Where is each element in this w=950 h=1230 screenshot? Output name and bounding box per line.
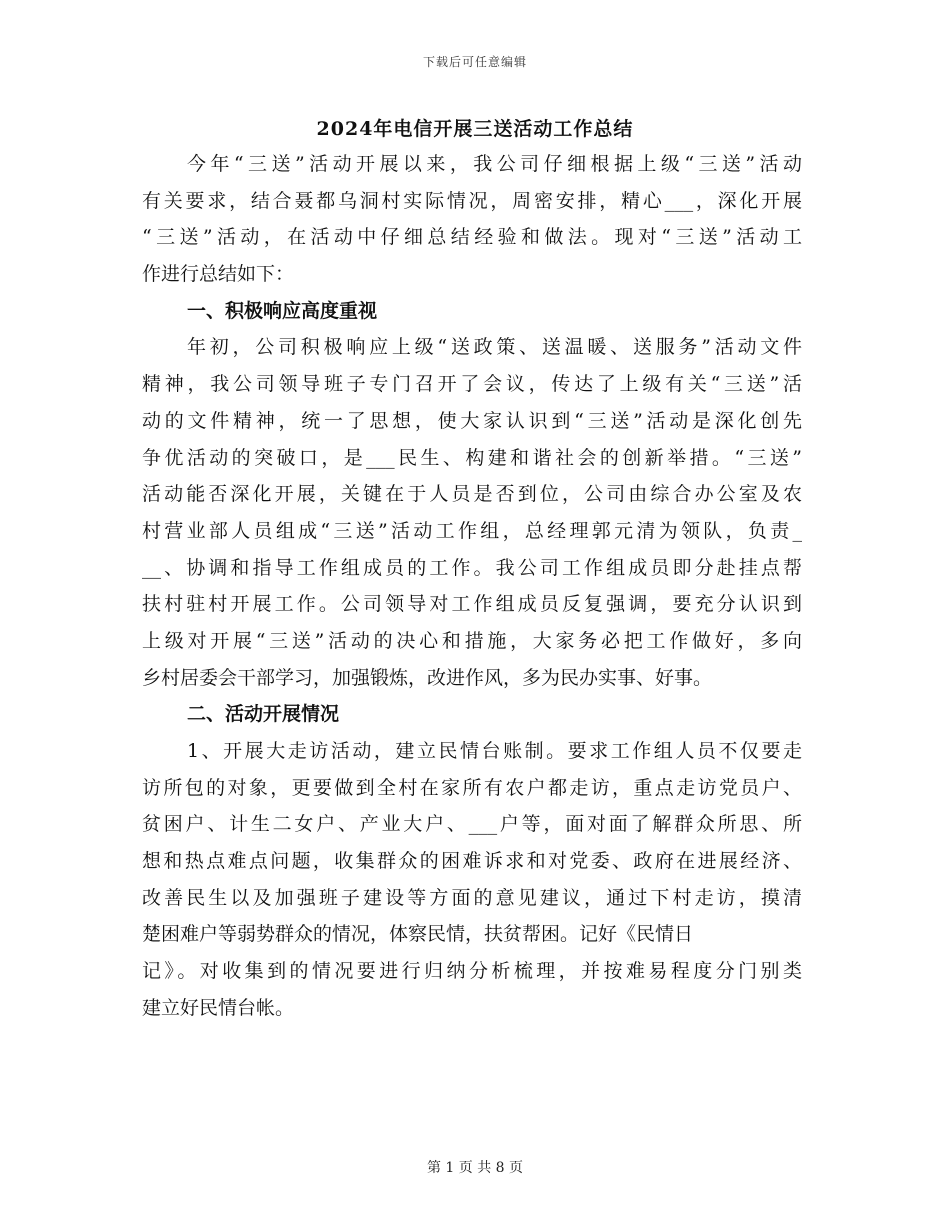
paragraph-line: 乡村居委会干部学习，加强锻炼，改进作风，多为民办实事、好事。 (142, 666, 713, 689)
paragraph-line: 1、开展大走访活动，建立民情台账制。要求工作组人员不仅要走 (187, 740, 802, 762)
paragraph-line: “三送”活动，在活动中仔细总结经验和做法。现对“三送”活动工 (142, 226, 802, 249)
paragraph-line: 今年“三送”活动开展以来，我公司仔细根据上级“三送”活动 (187, 153, 802, 175)
paragraph-line: 访所包的对象，更要做到全村在家所有农户都走访，重点走访党员户、 (142, 776, 802, 799)
paragraph-line: 建立好民情台帐。 (142, 996, 295, 1019)
paragraph-line: 楚困难户等弱势群众的情况，体察民情，扶贫帮困。记好《民情日 (142, 923, 694, 946)
paragraph-line: 活动能否深化开展，关键在于人员是否到位，公司由综合办公室及农 (142, 483, 802, 506)
document-body (142, 146, 802, 1027)
paragraph-line: 年初，公司积极响应上级“送政策、送温暖、送服务”活动文件 (187, 336, 802, 359)
section-heading: 一、积极响应高度重视 (187, 299, 378, 322)
paragraph-line: 贫困户、计生二女户、产业大户、___户等，面对面了解群众所思、所 (142, 813, 802, 836)
page-number: 第 1 页 共 8 页 (426, 1160, 524, 1176)
paragraph-line: 扶村驻村开展工作。公司领导对工作组成员反复强调，要充分认识到 (142, 593, 802, 616)
paragraph-line: 争优活动的突破口，是___民生、构建和谐社会的创新举措。“三送” (142, 446, 802, 469)
section-heading: 二、活动开展情况 (187, 703, 340, 726)
header-note: 下载后可任意编辑 (422, 55, 527, 69)
paragraph-line: __、协调和指导工作组成员的工作。我公司工作组成员即分赴挂点帮 (142, 556, 802, 579)
paragraph-line: 村营业部人员组成“三送”活动工作组，总经理郭元清为领队，负责_ (142, 519, 802, 542)
paragraph-line: 动的文件精神，统一了思想，使大家认识到“三送”活动是深化创先 (142, 409, 802, 432)
paragraph-line: 作进行总结如下： (142, 263, 295, 286)
document-title: 2024年电信开展三送活动工作总结 (316, 118, 634, 140)
paragraph-line: 改善民生以及加强班子建设等方面的意见建议，通过下村走访，摸清 (142, 886, 802, 909)
paragraph-line: 有关要求，结合聂都乌洞村实际情况，周密安排，精心___，深化开展 (142, 189, 802, 212)
paragraph-line: 记》。对收集到的情况要进行归纳分析梳理，并按难易程度分门别类 (142, 960, 802, 983)
paragraph-line: 想和热点难点问题，收集群众的困难诉求和对党委、政府在进展经济、 (142, 850, 802, 873)
paragraph-line: 上级对开展“三送”活动的决心和措施，大家务必把工作做好，多向 (142, 629, 802, 652)
paragraph-line: 精神，我公司领导班子专门召开了会议，传达了上级有关“三送”活 (142, 373, 802, 396)
